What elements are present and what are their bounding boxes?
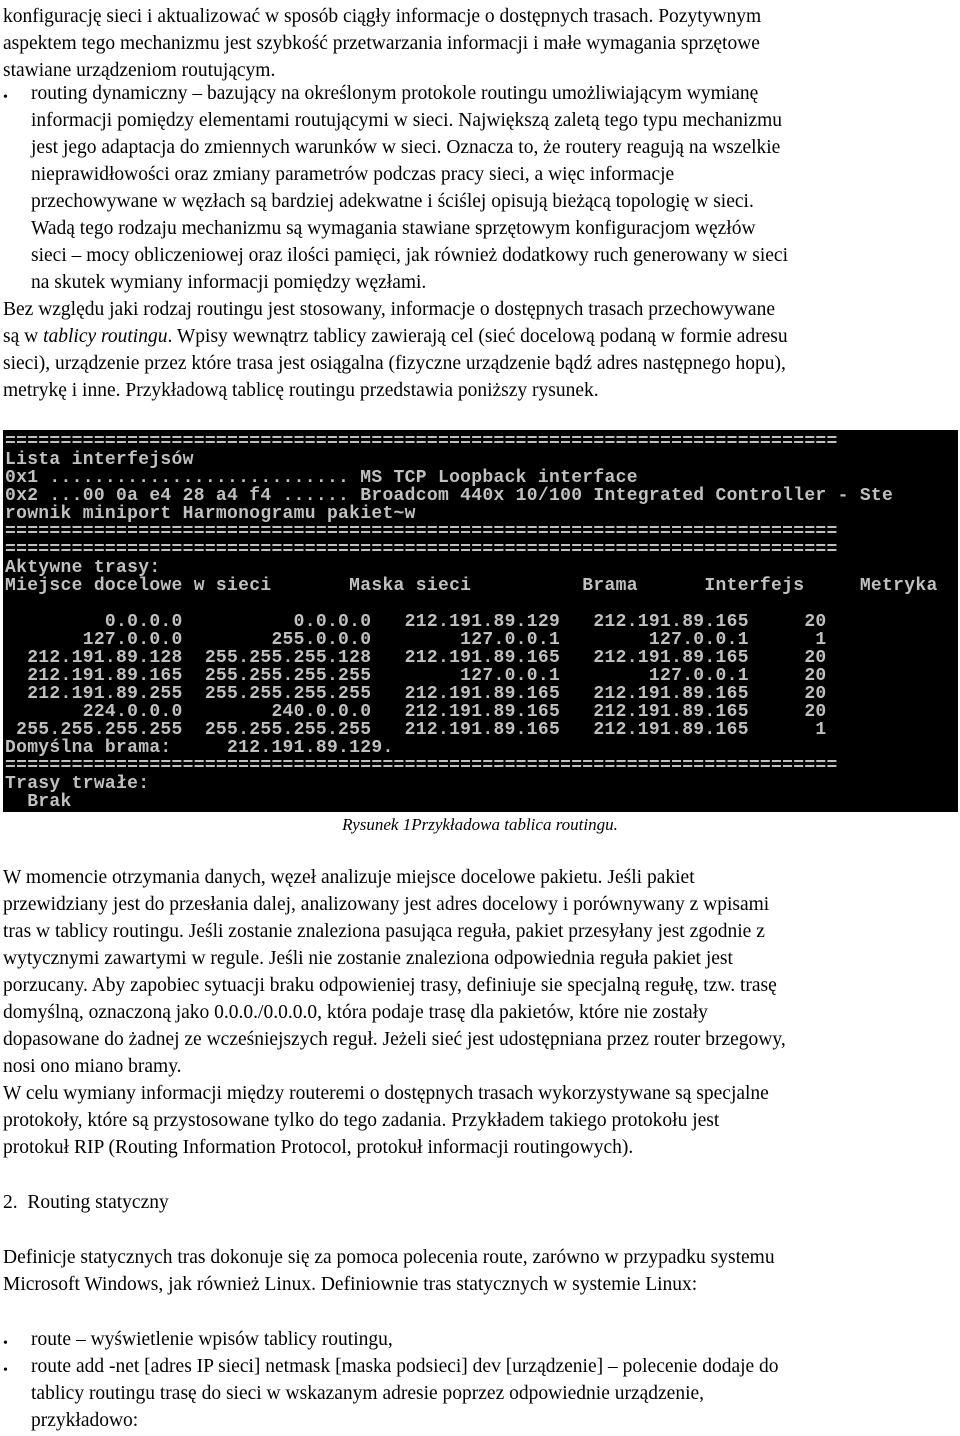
figure-caption: Rysunek 1Przykładowa tablica routingu. <box>342 815 618 834</box>
dynamic-line-4: nieprawidłowości oraz zmiany parametrów podczas pracy sieci, a więc informacje <box>31 164 675 185</box>
terminal-line: Lista interfejsów <box>5 450 194 470</box>
terminal-line: =========================================================================== <box>5 522 838 542</box>
table-para-line-2 <box>3 323 958 350</box>
terminal-line: Aktywne trasy: <box>5 558 161 578</box>
packet-line-7: dopasowane do żadnej ze wcześniejszych reguł. Jeżeli sieć jest udostępniana przez router brzegowy, <box>3 1029 786 1050</box>
table-para-line-1: Bez względu jaki rodzaj routingu jest stosowany, informacje o dostępnych trasach przechowywane <box>3 299 775 320</box>
terminal-line: =========================================================================== <box>5 756 838 776</box>
terminal-line: 224.0.0.0 240.0.0.0 212.191.89.165 212.191.89.165 20 <box>5 702 827 722</box>
table-para-line-4: metrykę i inne. Przykładową tablicę routingu przedstawia poniższy rysunek. <box>3 380 599 401</box>
terminal-line: =========================================================================== <box>5 540 838 560</box>
section-heading: 2. Routing statyczny <box>3 1192 169 1213</box>
packet-line-4: wytycznymi zawartymi w regule. Jeśli nie zostanie znaleziona odpowiednia reguła pakiet jest <box>3 948 733 969</box>
dynamic-line-7: sieci – mocy obliczeniowej oraz ilości pamięci, jak również dodatkowy ruch generowany w sieci <box>31 245 788 266</box>
packet-line-1: W momencie otrzymania danych, węzeł analizuje miejsce docelowe pakietu. Jeśli pakiet <box>3 867 695 888</box>
intro-line-3: stawiane urządzeniom routującym. <box>3 60 276 81</box>
route-bullet: route – wyświetlenie wpisów tablicy routingu, <box>31 1329 393 1350</box>
route-add-line-3: przykładowo: <box>31 1410 139 1431</box>
route-add-line-2: tablicy routingu trasę do sieci w wskazanym adresie poprzez odpowiednie urządzenie, <box>31 1383 705 1404</box>
dynamic-line-6: Wadą tego rodzaju mechanizmu są wymagania stawiane sprzętowym konfiguracjom węzłów <box>31 218 756 239</box>
text-span: są w <box>3 326 44 347</box>
dynamic-line-8: na skutek wymiany informacji pomiędzy węzłami. <box>31 272 427 293</box>
route-add-line-1: route add -net [adres IP sieci] netmask [maska podsieci] dev [urządzenie] – polecenie dodaje do <box>31 1356 779 1377</box>
bullet-marker: • <box>3 1336 8 1351</box>
protocols-line-1: W celu wymiany informacji między routeremi o dostępnych trasach wykorzystywane są specjalne <box>3 1083 769 1104</box>
packet-line-3: tras w tablicy routingu. Jeśli zostanie znaleziona pasująca reguła, pakiet przesyłany jest zgodnie z <box>3 921 765 942</box>
dynamic-line-5: przechowywane w węzłach są bardziej adekwatne i ściślej opisują bieżącą topologię w sieci. <box>31 191 754 212</box>
packet-line-6: domyślną, oznaczoną jako 0.0.0./0.0.0.0, która podaje trasę dla pakietów, które nie zostały <box>3 1002 708 1023</box>
terminal-line: 212.191.89.165 255.255.255.255 127.0.0.1 127.0.0.1 20 <box>5 666 827 686</box>
static-line-1: Definicje statycznych tras dokonuje się za pomoca polecenia route, zarówno w przypadku systemu <box>3 1247 775 1268</box>
packet-line-5: porzucany. Aby zapobiec sytuacji braku odpowieniej trasy, definiuje sie specjalną regułę, tzw. trasę <box>3 975 777 996</box>
bullet-marker: • <box>3 1363 8 1378</box>
dynamic-line-3: jest jego adaptacja do zmiennych warunków w sieci. Oznacza to, że routery reagują na wszelkie <box>31 137 781 158</box>
intro-line-1: konfigurację sieci i aktualizować w sposób ciągły informacje o dostępnych trasach. Pozytywnym <box>3 6 762 27</box>
terminal-line: Domyślna brama: 212.191.89.129. <box>5 738 394 758</box>
table-para-line-3: sieci), urządzenie przez które trasa jest osiągalna (fizyczne urządzenie bądź adres następnego hopu), <box>3 353 786 374</box>
dynamic-line-1: routing dynamiczny – bazujący na określonym protokole routingu umożliwiającym wymianę <box>31 83 759 104</box>
static-line-2: Microsoft Windows, jak również Linux. Definiownie tras statycznych w systemie Linux: <box>3 1274 698 1295</box>
terminal-line: 212.191.89.255 255.255.255.255 212.191.89.165 212.191.89.165 20 <box>5 684 827 704</box>
terminal-line: rownik miniport Harmonogramu pakiet~w <box>5 504 416 524</box>
terminal-line: Trasy trwałe: <box>5 774 150 794</box>
protocols-line-3: protokuł RIP (Routing Information Protocol, protokuł informacji routingowych). <box>3 1137 634 1158</box>
protocols-line-2: protokoły, które są przystosowane tylko do tego zadania. Przykładem takiego protokołu jest <box>3 1110 720 1131</box>
terminal-line: Miejsce docelowe w sieci Maska sieci Brama Interfejs Metryka <box>5 576 938 596</box>
intro-line-2: aspektem tego mechanizmu jest szybkość przetwarzania informacji i małe wymagania sprzętowe <box>3 33 760 54</box>
terminal-line: =========================================================================== <box>5 432 838 452</box>
dynamic-line-2: informacji pomiędzy elementami routującymi w sieci. Największą zaletą tego typu mechanizmu <box>31 110 783 131</box>
terminal-line: 0x2 ...00 0a e4 28 a4 f4 ...... Broadcom 440x 10/100 Integrated Controller - Ste <box>5 486 894 506</box>
terminal-line: 127.0.0.0 255.0.0.0 127.0.0.1 127.0.0.1 1 <box>5 630 827 650</box>
terminal-line: 255.255.255.255 255.255.255.255 212.191.89.165 212.191.89.165 1 <box>5 720 827 740</box>
text-span: . Wpisy wewnątrz tablicy zawierają cel (sieć docelową podaną w formie adresu <box>167 326 788 347</box>
terminal-line: 212.191.89.128 255.255.255.128 212.191.89.165 212.191.89.165 20 <box>5 648 827 668</box>
bullet-marker: • <box>3 90 8 105</box>
packet-line-8: nosi ono miano bramy. <box>3 1056 182 1077</box>
terminal-line: 0x1 ........................... MS TCP Loopback interface <box>5 468 638 488</box>
terminal-line: Brak <box>5 792 72 812</box>
routing-table-figure <box>3 430 958 812</box>
term-routing-table: tablicy routingu <box>43 326 168 347</box>
terminal-line: 0.0.0.0 0.0.0.0 212.191.89.129 212.191.89.165 20 <box>5 612 827 632</box>
packet-line-2: przewidziany jest do przesłania dalej, analizowany jest adres docelowy i porównywany z wpisami <box>3 894 770 915</box>
